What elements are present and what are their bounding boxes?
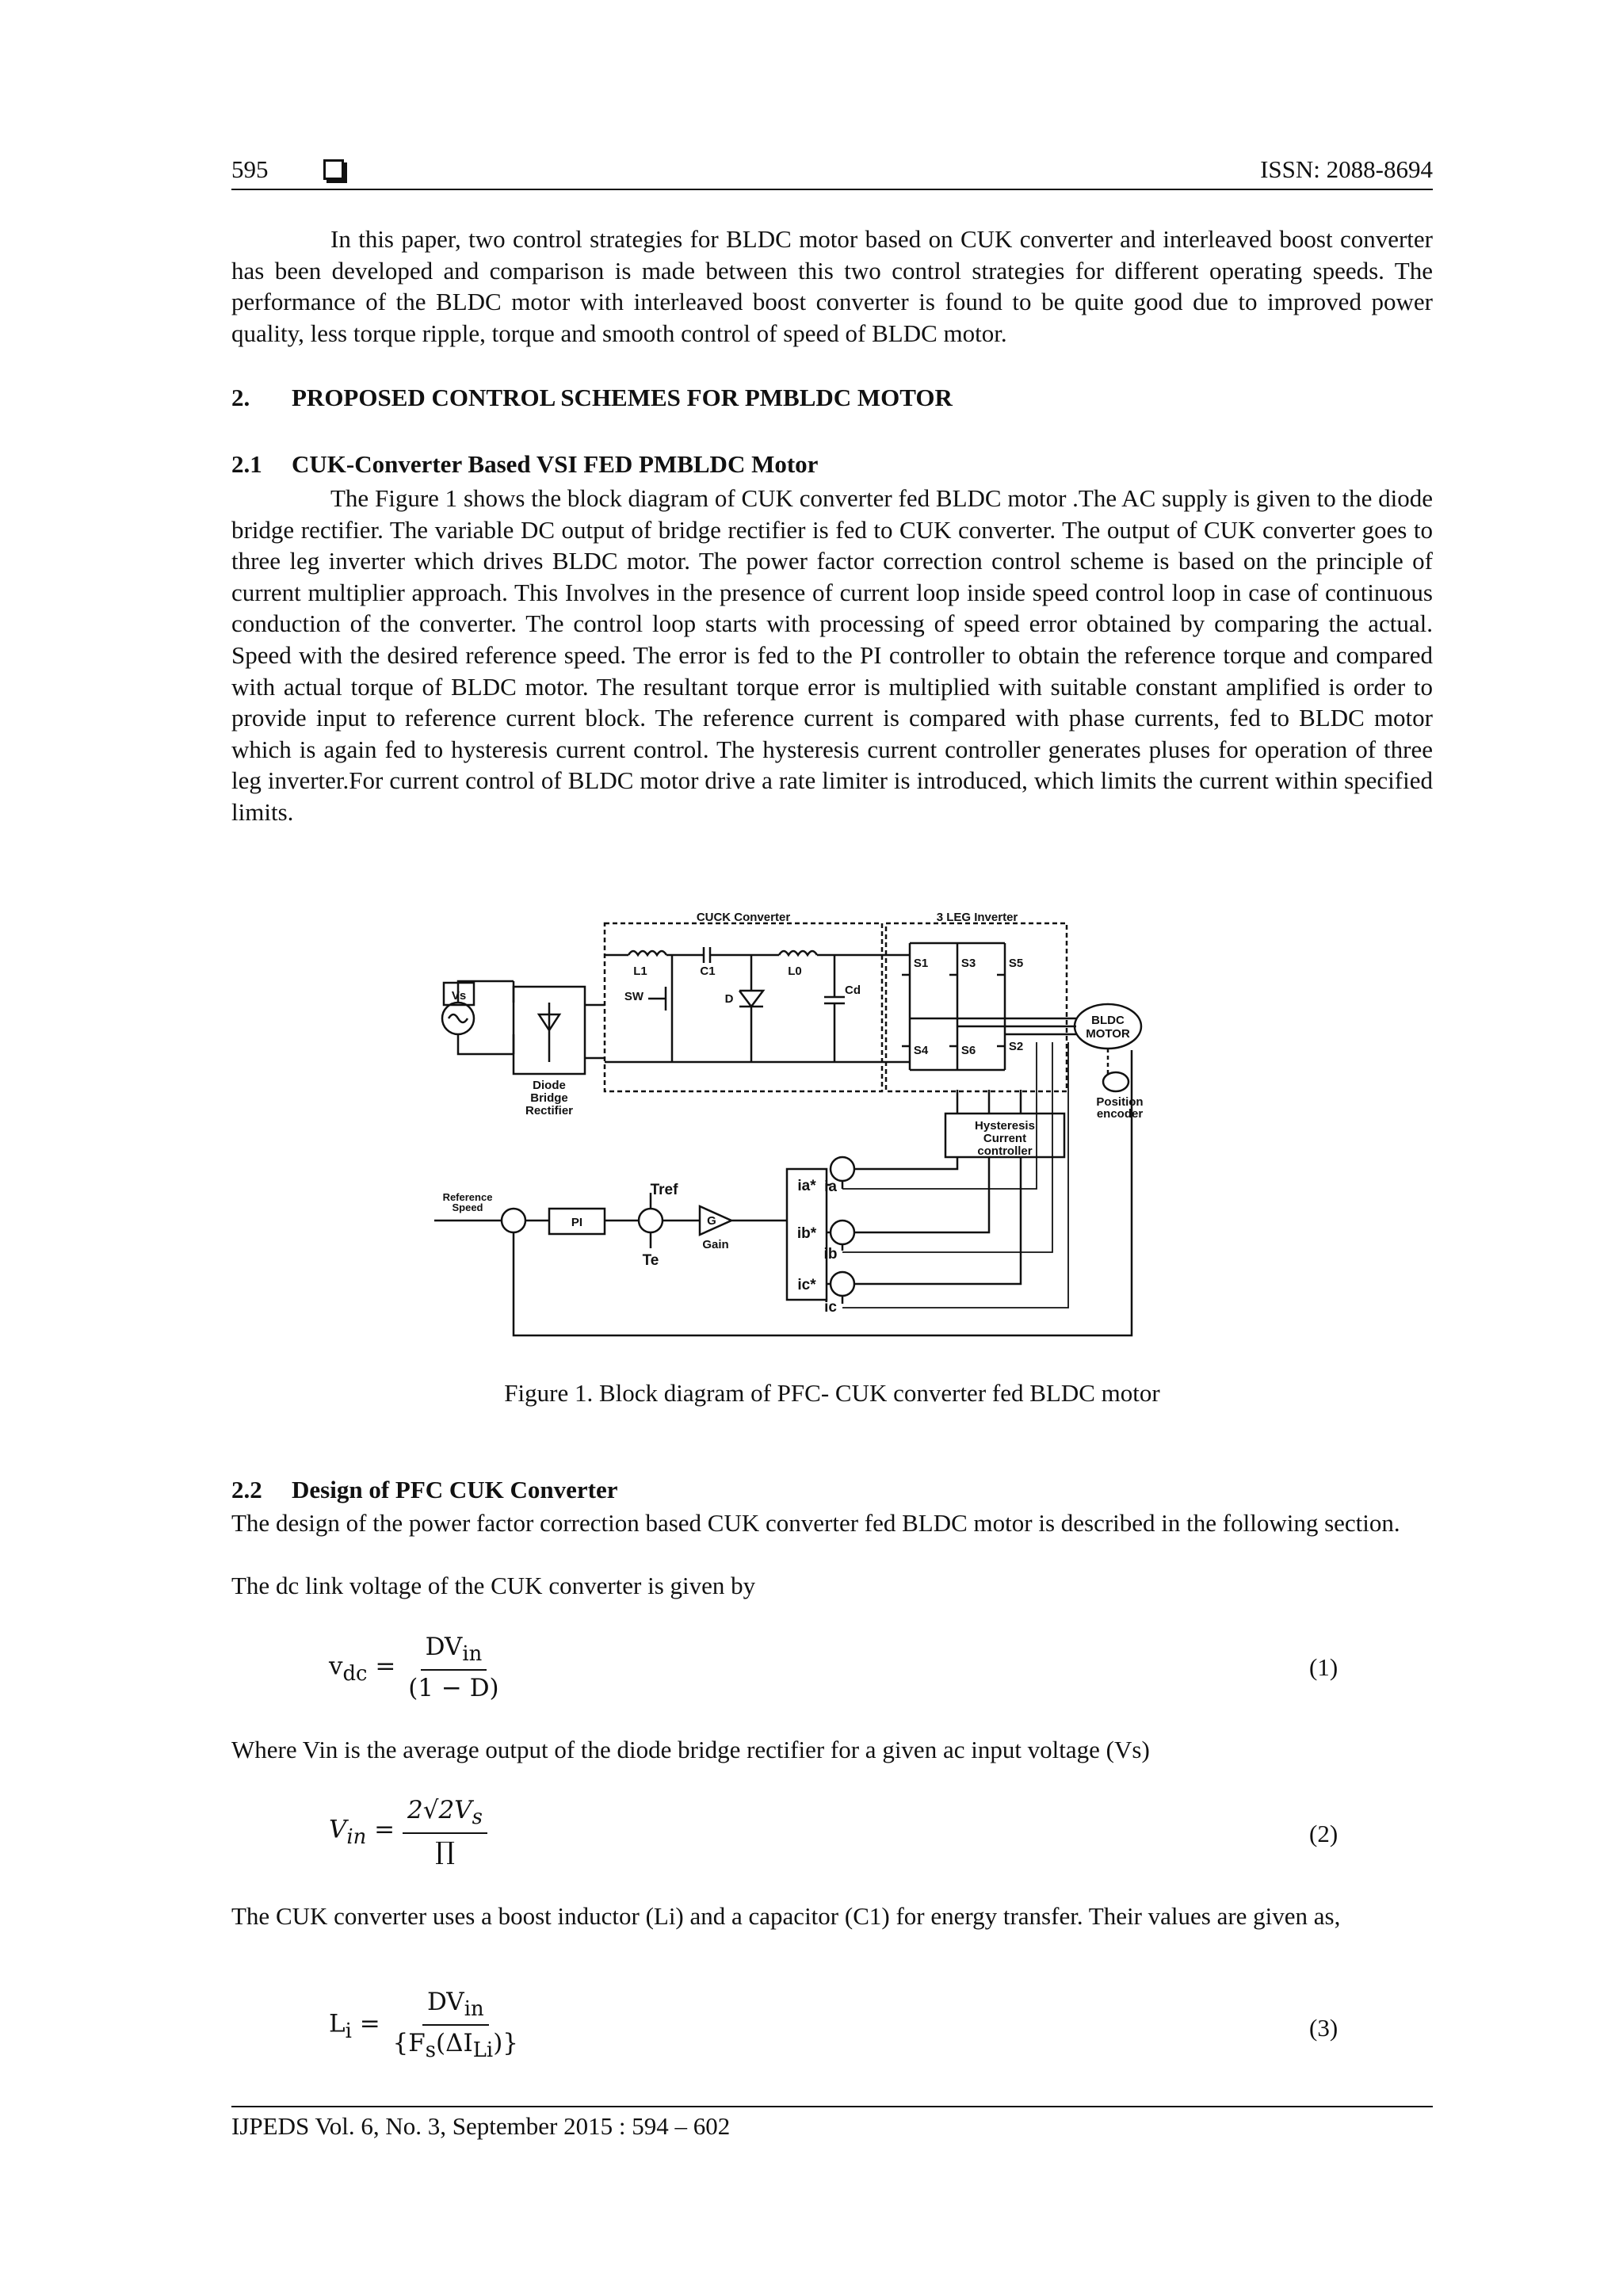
equation-3: $L_i$ = $\frac{DV_{in}}{\{F_s(\Delta I_{Li})\}}$ [329,1988,519,2063]
ib-ref-label: ib* [796,1225,817,1242]
inductor-l1-icon [628,951,666,955]
inverter-label: 3 LEG Inverter [936,911,1018,924]
s5-label: S5 [1008,957,1024,970]
hysteresis-label-3: controller [977,1144,1033,1158]
s4-label: S4 [913,1044,929,1057]
s3-label: S3 [960,957,976,970]
equation-1-number: (1) [1309,1653,1338,1681]
diode-d-icon [739,955,763,1062]
gain-g-label: G [707,1214,716,1228]
cuck-converter-label: CUCK Converter [696,911,791,924]
summing-junction-2 [639,1209,663,1232]
tref-label: Tref [650,1182,678,1198]
pi-label: PI [571,1216,583,1229]
issn: ISSN: 2088-8694 [1260,155,1433,183]
page-footer: IJPEDS Vol. 6, No. 3, September 2015 : 594 – 602 [231,2106,1433,2141]
section-2-2-heading: 2.2 Design of PFC CUK Converter [231,1476,618,1503]
equation-2: $V_{in}$ = $\frac{2√2V_s}{\prod}$ [329,1796,487,1866]
equation-2-number: (2) [1309,1820,1338,1847]
inductor-l0-icon [779,951,817,955]
summing-junction-1 [502,1209,525,1232]
vs-label: Vs [451,989,467,1003]
reference-speed-label-1: Reference [442,1191,493,1203]
section-2-heading: 2. PROPOSED CONTROL SCHEMES FOR PMBLDC MOTOR [231,384,953,411]
section-2-1-paragraph: The Figure 1 shows the block diagram of CUK converter fed BLDC motor .The AC supply is given to the diode bridge rectifier. The variable DC output of bridge rectifier is fed to CUK converter. The output of CUK converter goes to three leg inverter which drives BLDC motor. The power factor correction control scheme is based on the principle of current multiplier approach. This Involves in the presence of current loop inside speed control loop in case of continuous conduction of the converter. The control loop starts with processing of speed error obtained by comparing the actual. Speed with the desired reference speed. The error is fed to the PI controller to obtain the reference torque and compared with actual torque of BLDC motor. The resultant torque error is multiplied with suitable constant amplified is order to provide input to reference current block. The reference current is compared with phase currents, fed to BLDC motor which is again fed to hysteresis current control. The hysteresis current controller generates pluses for operation of three leg inverter.For current control of BLDC motor drive a rate limiter is introduced, which limits the current within specified limits. [231,484,1433,826]
cd-label: Cd [845,984,861,997]
motor-label-2: MOTOR [1086,1027,1130,1041]
ib-label: ib [823,1246,838,1263]
reference-speed-label-2: Speed [452,1201,483,1213]
intro-paragraph: In this paper, two control strategies for BLDC motor based on CUK converter and interleaved boost converter has been developed and comparison is made between this two control strategies for different operating speeds. The performance of the BLDC motor with interleaved boost converter is found to be quite good due to improved power quality, less torque ripple, torque and smooth control of speed of BLDC motor. [231,225,1433,347]
section-2-1-heading: 2.1 CUK-Converter Based VSI FED PMBLDC Motor [231,450,819,478]
figure-caption: Figure 1. Block diagram of PFC- CUK converter fed BLDC motor [504,1379,1160,1407]
motor-label-1: BLDC [1091,1014,1125,1027]
equation-1: $v_{dc}$ = $\frac{DV_{in}}{(1 - D)}$ [329,1633,499,1703]
capacitor-cd-icon [824,955,845,1062]
vin-sentence: Where Vin is the average output of the diode bridge rectifier for a given ac input voltage (Vs) [231,1736,1150,1763]
rectifier-label-1: Diode [533,1079,566,1092]
section-2-2-paragraph: The design of the power factor correction based CUK converter fed BLDC motor is described in the following section. [231,1509,1400,1537]
l0-label: L0 [788,965,802,978]
s6-label: S6 [960,1044,976,1057]
sw-label: SW [624,990,644,1003]
gain-label: Gain [702,1238,729,1251]
l1-label: L1 [633,965,647,978]
hysteresis-label-1: Hysteresis [975,1119,1035,1133]
dc-link-sentence: The dc link voltage of the CUK converter is given by [231,1572,756,1599]
rectifier-label-2: Bridge [530,1091,568,1105]
c1-label: C1 [700,965,716,978]
d-label: D [724,992,734,1006]
encoder-label-2: encoder [1096,1107,1144,1121]
hysteresis-label-2: Current [983,1132,1027,1145]
te-label: Te [642,1252,659,1269]
ic-ref-label: ic* [797,1277,816,1293]
s2-label: S2 [1008,1040,1024,1053]
rectifier-label-3: Rectifier [525,1104,574,1117]
ia-ref-label: ia* [797,1178,816,1194]
page-header [231,155,1433,190]
ia-label: ia [824,1179,837,1195]
s1-label: S1 [913,957,929,970]
encoder-label-1: Position [1096,1095,1144,1109]
inverter-box [886,923,1067,1091]
page-number: 595 [231,155,269,183]
boost-inductor-sentence: The CUK converter uses a boost inductor (Li) and a capacitor (C1) for energy transfer. Their values are given as, [231,1902,1341,1930]
square-bullet-icon [323,159,344,180]
ic-label: ic [824,1299,837,1316]
equation-3-number: (3) [1309,2014,1338,2042]
block-diagram [434,911,1236,1355]
